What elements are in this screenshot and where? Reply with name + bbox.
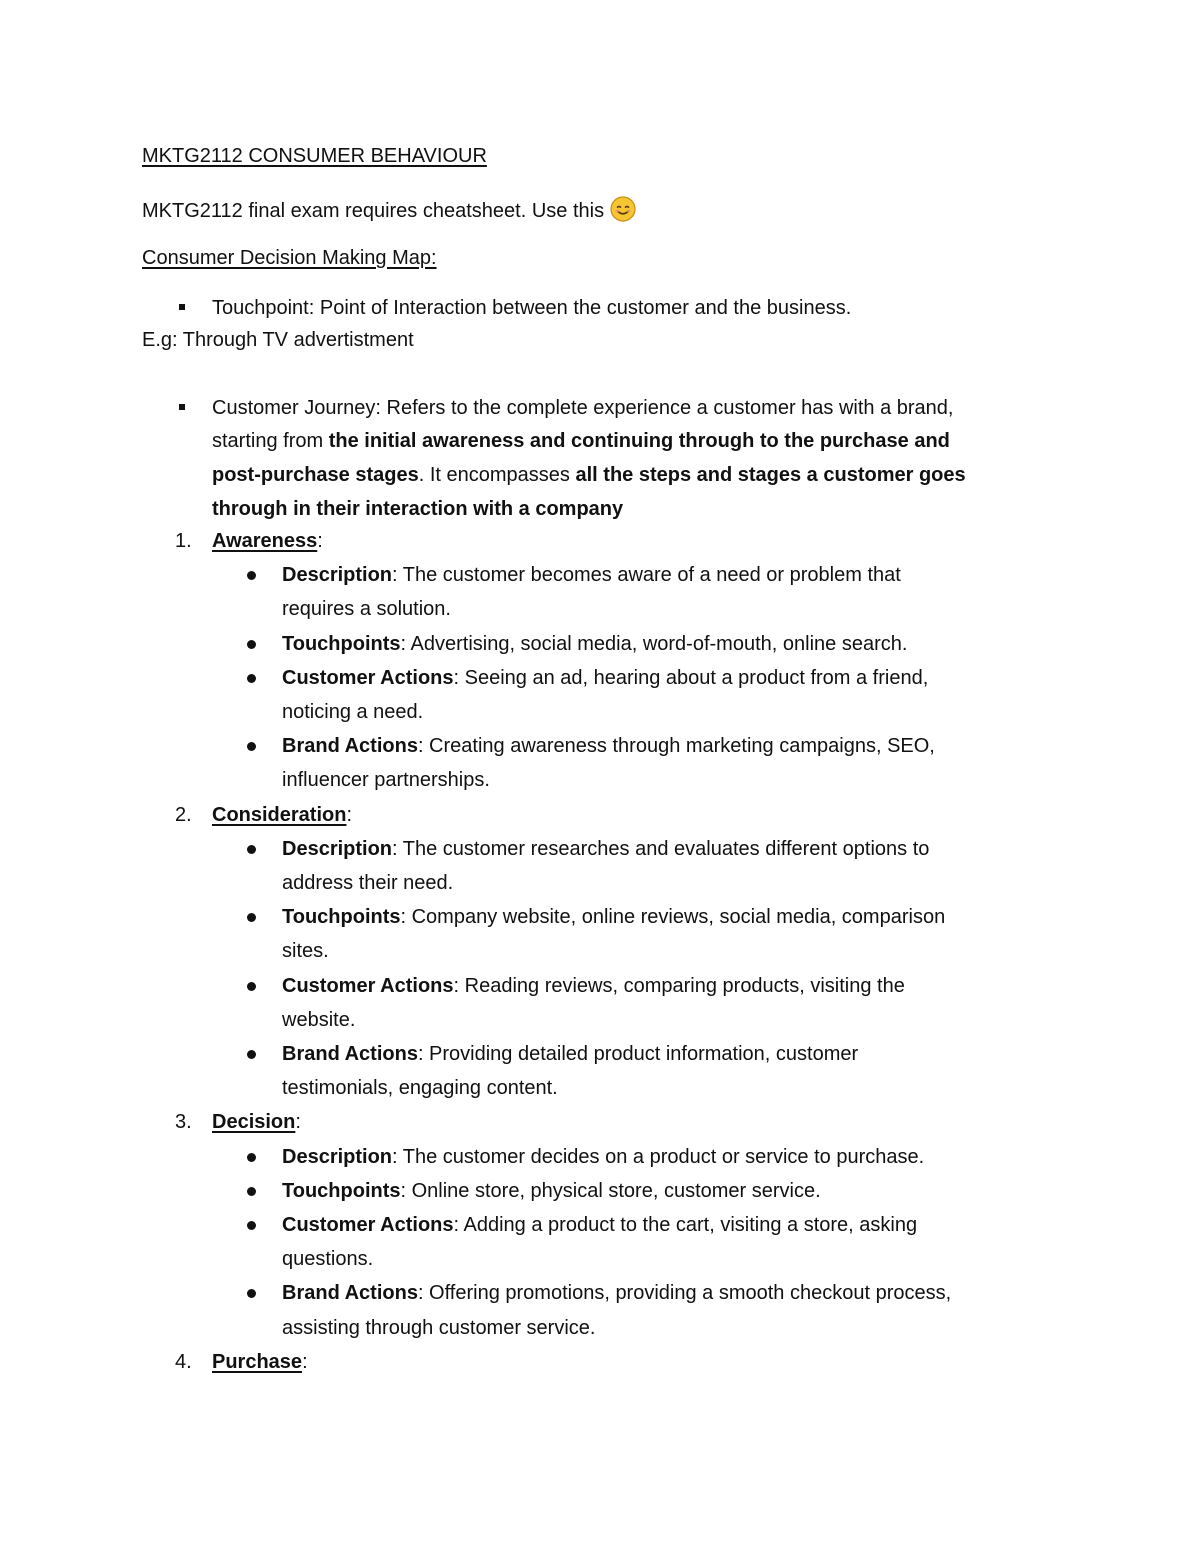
stage-item <box>282 974 905 998</box>
stage-item <box>282 666 928 690</box>
stage-item-label: Touchpoints <box>282 1179 401 1202</box>
stage-item-text: : The customer decides on a product or service to purchase. <box>392 1145 925 1168</box>
stage-item-text: : Company website, online reviews, social media, comparison <box>400 906 946 929</box>
bullet-dot-icon <box>247 742 256 751</box>
stage-item <box>282 905 945 929</box>
bullet-dot-icon <box>247 913 256 922</box>
stage-item-text: : Offering promotions, providing a smooth checkout process, <box>417 1282 952 1305</box>
stage-heading <box>212 1350 308 1374</box>
stage-number: 4. <box>175 1350 192 1373</box>
stage-item-text: address their need. <box>282 872 454 894</box>
stage-item-text: assisting through customer service. <box>282 1316 596 1339</box>
journey-line-2 <box>212 429 950 453</box>
bullet-dot-icon <box>247 1289 256 1298</box>
stage-item-continuation <box>282 597 451 621</box>
stage-item-label: Customer Actions <box>282 666 454 689</box>
journey-emphasis: all the steps and stages a customer goes <box>575 464 966 486</box>
intro-line <box>142 196 636 228</box>
stage-item-label: Brand Actions <box>282 1282 418 1305</box>
stage-item-text: noticing a need. <box>282 701 424 723</box>
stage-item-continuation <box>282 1316 595 1340</box>
stage-item-text: questions. <box>282 1248 374 1271</box>
stage-name: Purchase <box>212 1350 303 1373</box>
stage-item-text: influencer partnerships. <box>282 769 490 792</box>
stage-item-text: : Reading reviews, comparing products, visiting the <box>453 974 905 997</box>
bullet-dot-icon <box>247 571 256 580</box>
stage-item <box>282 632 907 656</box>
journey-emphasis: the initial awareness and continuing through to the purchase and <box>328 430 950 452</box>
section-heading: Consumer Decision Making Map: <box>142 247 437 269</box>
stage-item <box>282 837 929 861</box>
stage-item-continuation <box>282 1076 558 1100</box>
stage-colon: : <box>295 1111 301 1134</box>
stage-item <box>282 734 935 758</box>
stage-item <box>282 1213 917 1237</box>
stage-item-label: Customer Actions <box>282 974 454 997</box>
stage-heading <box>212 529 323 553</box>
stage-item-continuation <box>282 768 490 792</box>
stage-item-label: Description <box>282 564 393 587</box>
stage-item-text: : The customer becomes aware of a need or problem that <box>392 564 901 587</box>
journey-line-4 <box>212 497 623 521</box>
journey-line-3 <box>212 463 966 487</box>
stage-heading <box>212 803 352 827</box>
stage-item <box>282 563 901 587</box>
bullet-dot-icon <box>247 1187 256 1196</box>
stage-item-label: Brand Actions <box>282 1043 418 1065</box>
square-bullet-icon <box>179 404 185 410</box>
stage-item-continuation <box>282 871 453 895</box>
stage-colon: : <box>317 530 323 552</box>
bullet-dot-icon <box>247 674 256 683</box>
stage-colon: : <box>346 803 353 826</box>
stage-item-label: Touchpoints <box>282 632 401 655</box>
stage-item-text: : Providing detailed product information, customer <box>417 1043 859 1065</box>
stage-colon: : <box>302 1350 308 1373</box>
bullet-dot-icon <box>247 1153 256 1162</box>
stage-item-text: : Advertising, social media, word-of-mouth, online search. <box>400 632 908 655</box>
stage-item-text: : Seeing an ad, hearing about a product from a friend, <box>453 666 929 689</box>
stage-item <box>282 1145 924 1169</box>
stage-number: 2. <box>175 803 192 826</box>
stage-item-label: Description <box>282 1145 393 1168</box>
stage-item <box>282 1281 951 1305</box>
stage-item-label: Customer Actions <box>282 1214 454 1236</box>
stage-item-text: : Online store, physical store, customer service. <box>400 1179 821 1202</box>
stage-item-label: Brand Actions <box>282 735 418 758</box>
stage-number: 3. <box>175 1111 192 1134</box>
stage-item-text: : Creating awareness through marketing campaigns, SEO, <box>417 735 935 758</box>
stage-item-continuation <box>282 700 423 724</box>
stage-item-continuation <box>282 939 329 963</box>
journey-emphasis: through in their interaction with a company <box>212 498 624 520</box>
stage-item-continuation <box>282 1247 373 1271</box>
stage-item-text: sites. <box>282 940 329 963</box>
bullet-dot-icon <box>247 982 256 991</box>
stage-item-text: : Adding a product to the cart, visiting a store, asking <box>453 1214 918 1236</box>
stage-item-text: testimonials, engaging content. <box>282 1077 558 1100</box>
stage-item-label: Touchpoints <box>282 906 401 929</box>
journey-text: starting from <box>212 430 329 452</box>
touchpoint-definition: Touchpoint: Point of Interaction between the customer and the business. <box>212 297 852 319</box>
stage-name: Decision <box>212 1111 296 1134</box>
journey-line-1: Customer Journey: Refers to the complete experience a customer has with a brand, <box>212 397 954 419</box>
bullet-dot-icon <box>247 640 256 649</box>
bullet-dot-icon <box>247 1221 256 1230</box>
intro-text: MKTG2112 final exam requires cheatsheet. Use this <box>142 200 605 222</box>
stage-heading <box>212 1110 301 1134</box>
touchpoint-example: E.g: Through TV advertistment <box>142 329 414 351</box>
document-title: MKTG2112 CONSUMER BEHAVIOUR <box>142 145 487 167</box>
stage-item <box>282 1042 858 1066</box>
stage-item-continuation <box>282 1008 355 1032</box>
stage-item-text: website. <box>282 1008 356 1031</box>
stage-name: Consideration <box>212 803 347 826</box>
stage-number: 1. <box>175 530 192 552</box>
stage-item-label: Description <box>282 837 393 860</box>
stage-item-text: requires a solution. <box>282 598 451 621</box>
stage-name: Awareness <box>212 530 318 552</box>
journey-text: . It encompasses <box>418 464 576 486</box>
square-bullet-icon <box>179 304 185 310</box>
bullet-dot-icon <box>247 845 256 854</box>
stage-item-text: : The customer researches and evaluates different options to <box>392 837 930 860</box>
stage-item <box>282 1179 821 1203</box>
journey-emphasis: post-purchase stages <box>212 464 419 486</box>
smiling-face-icon <box>610 196 636 228</box>
bullet-dot-icon <box>247 1050 256 1059</box>
